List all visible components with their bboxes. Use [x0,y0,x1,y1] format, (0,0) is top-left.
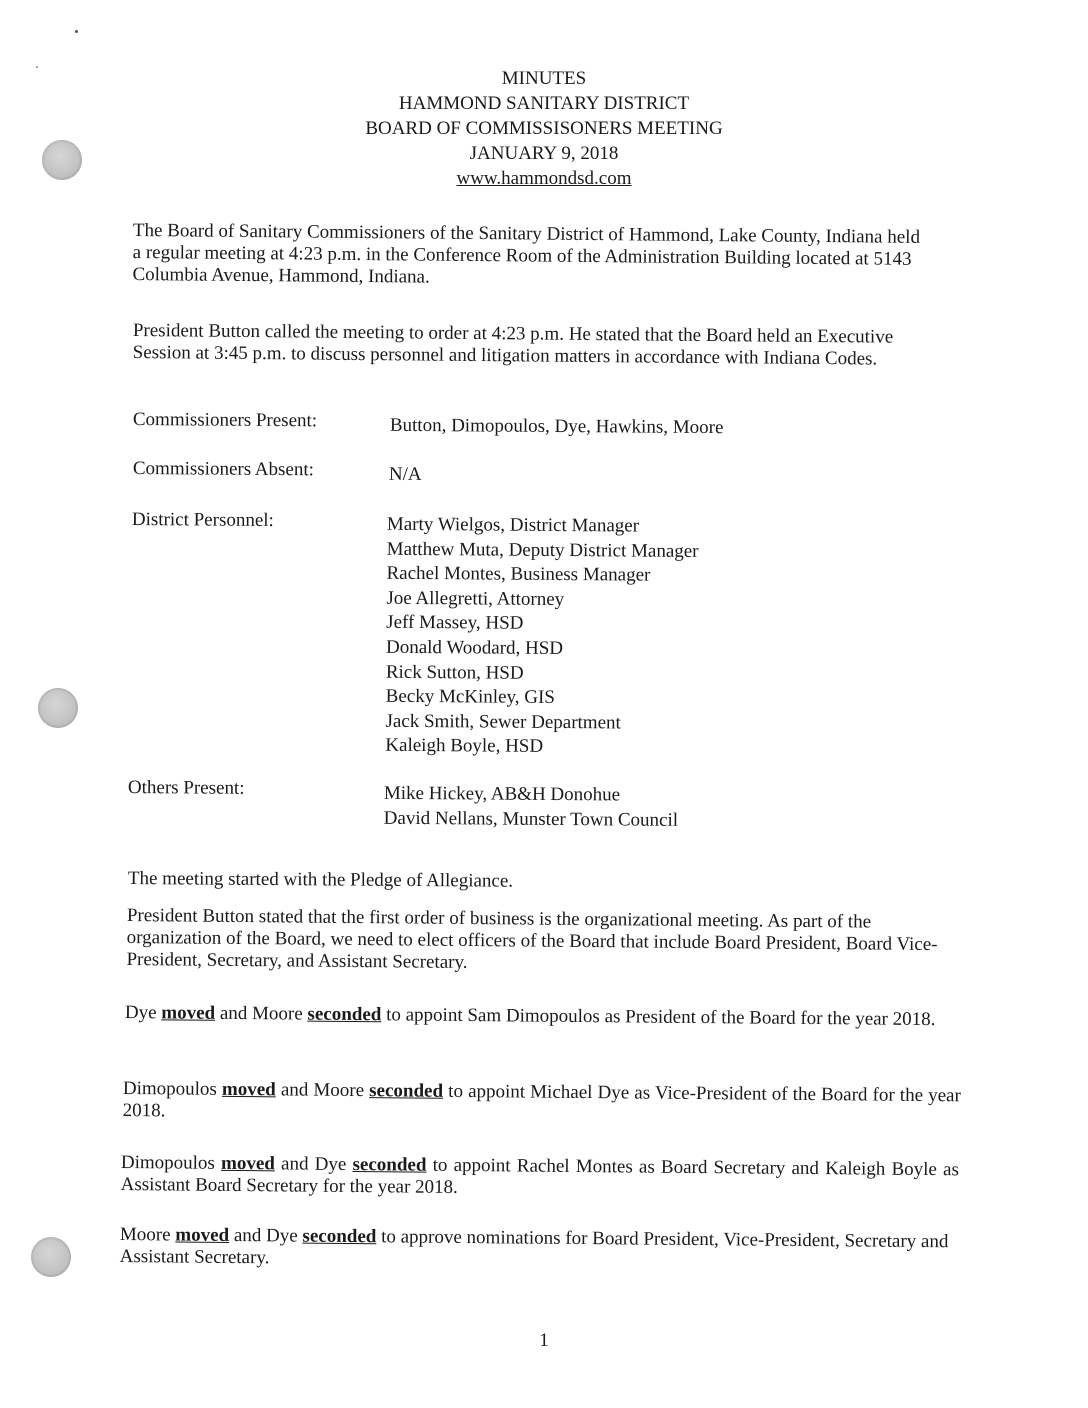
motion-text: to approve nominations for Board President, Vice-President, Secretary and Assistant Secretary. [119,1226,949,1269]
list-item: Rick Sutton, HSD [385,661,524,684]
organization-paragraph: President Button stated that the first order of business is the organizational meeting. As part of the organization of the Board, we need to elect officers of the Board that include Board President, Board Vice-President, Secretary, and Assistant Secretary. [126,905,938,973]
seconder-name: and Dye [233,1224,298,1247]
punch-hole [38,688,78,728]
seconded-keyword: seconded [352,1154,427,1176]
seconded-keyword: seconded [307,1003,382,1026]
list-item: David Nellans, Munster Town Council [383,807,679,831]
header-organization: HAMMOND SANITARY DISTRICT [398,93,690,114]
mover-name: Dye [124,1002,157,1024]
list-item: Joe Allegretti, Attorney [386,587,565,610]
commissioners-present-value: Button, Dimopoulos, Dye, Hawkins, Moore [389,414,724,439]
seconder-name: and Moore [219,1002,303,1025]
district-personnel-list [385,513,699,761]
list-item: Kaleigh Boyle, HSD [385,735,544,758]
list-item: Mike Hickey, AB&H Donohue [383,782,621,806]
mover-name: Dimopoulos [122,1078,217,1100]
header-date: JANUARY 9, 2018 [469,143,619,164]
others-present-label: Others Present: [127,777,245,799]
motion-text: to appoint Michael Dye as Vice-President of the Board for the year 2018. [122,1080,961,1122]
moved-keyword: moved [175,1224,230,1246]
list-item: Jack Smith, Sewer Department [385,710,621,734]
commissioners-absent-value: N/A [388,463,422,486]
motion-text: to appoint Sam Dimopoulos as President of the Board for the year 2018. [386,1004,936,1031]
list-item: Jeff Massey, HSD [386,612,524,635]
motion-president [125,1002,963,1031]
motion-text: to appoint Rachel Montes as Board Secretary and Kaleigh Boyle as Assistant Board Secretary for the year 2018. [120,1154,959,1198]
pledge-paragraph: The meeting started with the Pledge of Allegiance. [127,868,514,892]
others-present-list [384,782,679,833]
header-title: MINUTES [501,68,587,89]
seconded-keyword: seconded [302,1225,377,1248]
punch-hole [31,1237,71,1277]
list-item: Matthew Muta, Deputy District Manager [386,538,699,562]
motion-vice-president [123,1078,961,1129]
list-item: Rachel Montes, Business Manager [386,562,651,586]
website-link[interactable]: www.hammondsd.com [456,168,632,189]
scan-speck [75,30,78,33]
seconded-keyword: seconded [369,1080,444,1102]
moved-keyword: moved [220,1152,275,1175]
motion-approve-nominations [120,1224,958,1275]
motion-secretary [121,1152,959,1203]
district-personnel-label: District Personnel: [131,508,274,531]
list-item: Becky McKinley, GIS [385,685,555,709]
intro-paragraph: The Board of Sanitary Commissioners of the Sanitary District of Hammond, Lake County, Indiana held a regular meeting at 4:23 p.m. in the Conference Room of the Administration Building located at 5143 Columbia Avenue, Hammond, Indiana. [132,220,921,288]
mover-name: Dimopoulos [120,1152,215,1174]
moved-keyword: moved [161,1002,216,1024]
commissioners-absent-label: Commissioners Absent: [132,457,315,481]
mover-name: Moore [119,1224,171,1246]
page-number: 1 [539,1330,549,1351]
document-header [0,66,1088,191]
commissioners-present-label: Commissioners Present: [132,408,318,432]
header-meeting: BOARD OF COMMISSISONERS MEETING [365,118,723,139]
seconder-name: and Moore [280,1079,365,1102]
list-item: Donald Woodard, HSD [385,636,564,659]
moved-keyword: moved [221,1078,276,1101]
list-item: Marty Wielgos, District Manager [386,513,640,537]
seconder-name: and Dye [280,1153,347,1175]
call-to-order-paragraph: President Button called the meeting to order at 4:23 p.m. He stated that the Board held an Executive Session at 3:45 p.m. to discuss personnel and litigation matters in accordance with Indiana Codes. [132,320,894,370]
